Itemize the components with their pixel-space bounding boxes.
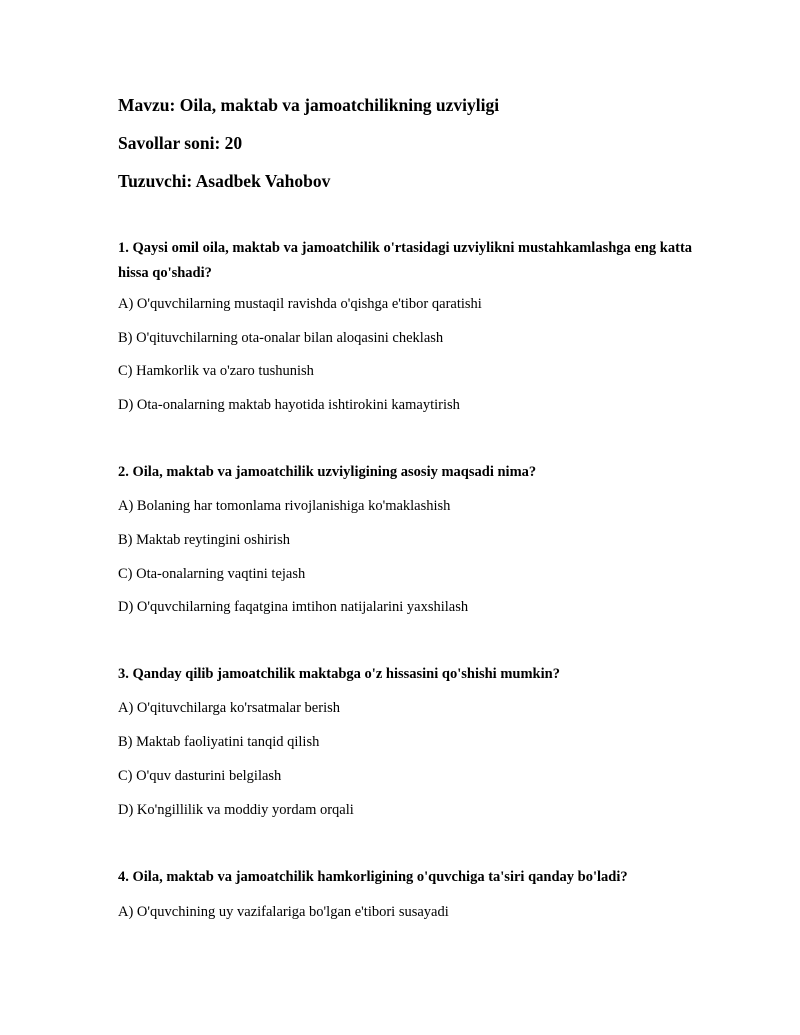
- question-3-option-c: C) O'quv dasturini belgilash: [118, 768, 282, 784]
- author-heading: Tuzuvchi: Asadbek Vahobov: [118, 171, 331, 191]
- question-1-option-b: B) O'qituvchilarning ota-onalar bilan aloqasini cheklash: [118, 330, 444, 346]
- question-2-option-d: D) O'quvchilarning faqatgina imtihon natijalarini yaxshilash: [118, 599, 469, 615]
- question-3-option-d: D) Ko'ngillilik va moddiy yordam orqali: [118, 802, 354, 818]
- topic-heading: Mavzu: Oila, maktab va jamoatchilikning uzviyligi: [118, 95, 500, 115]
- question-1: 1. Qaysi omil oila, maktab va jamoatchilik o'rtasidagi uzviylikni mustahkamlashga eng katta hissa qo'shadi?: [118, 240, 693, 281]
- question-2: 2. Oila, maktab va jamoatchilik uzviyligining asosiy maqsadi nima?: [118, 464, 537, 480]
- question-2-option-b: B) Maktab reytingini oshirish: [118, 532, 290, 548]
- question-count-heading: Savollar soni: 20: [118, 133, 243, 153]
- question-4-option-a: A) O'quvchining uy vazifalariga bo'lgan e'tibori susayadi: [118, 904, 449, 920]
- question-2-option-a: A) Bolaning har tomonlama rivojlanishiga ko'maklashish: [118, 498, 451, 514]
- question-1-option-c: C) Hamkorlik va o'zaro tushunish: [118, 363, 314, 379]
- question-1-option-a: A) O'quvchilarning mustaqil ravishda o'qishga e'tibor qaratishi: [118, 296, 482, 312]
- question-3-option-a: A) O'qituvchilarga ko'rsatmalar berish: [118, 700, 340, 716]
- question-4: 4. Oila, maktab va jamoatchilik hamkorligining o'quvchiga ta'siri qanday bo'ladi?: [118, 869, 628, 885]
- question-1-option-d: D) Ota-onalarning maktab hayotida ishtirokini kamaytirish: [118, 397, 460, 413]
- question-3: 3. Qanday qilib jamoatchilik maktabga o'z hissasini qo'shishi mumkin?: [118, 666, 560, 682]
- question-3-option-b: B) Maktab faoliyatini tanqid qilish: [118, 734, 320, 750]
- question-2-option-c: C) Ota-onalarning vaqtini tejash: [118, 566, 306, 582]
